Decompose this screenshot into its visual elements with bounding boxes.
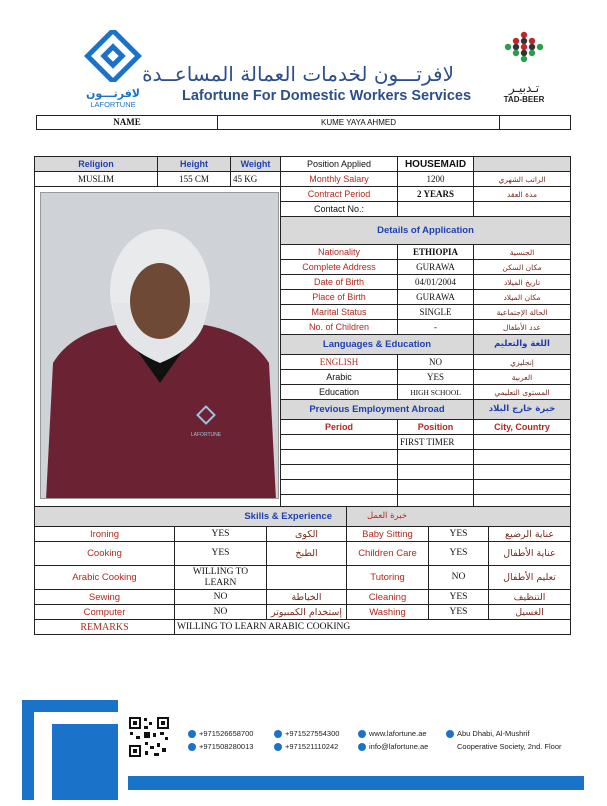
pob-ar: مكان الميلاد (474, 290, 571, 305)
address-value: GURAWA (398, 260, 474, 275)
phone-3[interactable]: +971527554300 (285, 729, 340, 738)
english-value: NO (398, 355, 474, 370)
sewing-label: Sewing (35, 590, 175, 605)
ironing-ar: الكوى (267, 527, 347, 542)
tutoring-label: Tutoring (347, 566, 429, 590)
pob-label: Place of Birth (281, 290, 398, 305)
tadbeer-logo-en: TAD-BEER (503, 95, 545, 104)
footer-accent-top (22, 700, 118, 712)
position-header: Position (398, 420, 474, 435)
tutoring-value: NO (429, 566, 489, 590)
applicant-photo (40, 192, 279, 499)
nationality-label: Nationality (281, 245, 398, 260)
lafortune-logo (78, 30, 148, 109)
lafortune-logo-en: LAFORTUNE (90, 100, 136, 109)
phone-icon (274, 730, 282, 738)
position-label: Position Applied (281, 157, 398, 172)
ironing-value: YES (175, 527, 267, 542)
address-ar: مكان السكن (474, 260, 571, 275)
qr-code-icon (128, 716, 170, 758)
washing-ar: الغسيل (489, 605, 571, 620)
address-label: Complete Address (281, 260, 398, 275)
address-line-1: Abu Dhabi, Al-Mushrif (457, 729, 530, 738)
arabic-ar: العربية (474, 370, 571, 385)
phone-icon (274, 743, 282, 751)
skills-title: Skills & Experience (35, 507, 347, 527)
dob-ar: تاريخ الميلاد (474, 275, 571, 290)
washing-value: YES (429, 605, 489, 620)
phone-2[interactable]: +971508280013 (199, 742, 254, 751)
position-value: HOUSEMAID (398, 157, 474, 172)
lafortune-logo-ar: لافرتـــون (86, 87, 140, 100)
computer-label: Computer (35, 605, 175, 620)
dob-value: 04/01/2004 (398, 275, 474, 290)
contract-value: 2 YEARS (398, 187, 474, 202)
pob-value: GURAWA (398, 290, 474, 305)
cooking-value: YES (175, 542, 267, 566)
marital-label: Marital Status (281, 305, 398, 320)
height-value: 155 CM (158, 172, 231, 187)
nationality-ar: الجنسية (474, 245, 571, 260)
salary-ar: الراتب الشهري (474, 172, 571, 187)
cooking-ar: الطبخ (267, 542, 347, 566)
education-value: HIGH SCHOOL (398, 385, 474, 400)
remarks-value: WILLING TO LEARN ARABIC COOKING (175, 620, 571, 635)
period-header: Period (281, 420, 398, 435)
email-link[interactable]: info@lafortune.ae (369, 742, 429, 751)
remarks-label: REMARKS (35, 620, 175, 635)
arabic-label: Arabic (281, 370, 398, 385)
arabic-cooking-label: Arabic Cooking (35, 566, 175, 590)
religion-value: MUSLIM (35, 172, 158, 187)
skills-table (34, 506, 571, 635)
footer-accent-block (52, 724, 118, 800)
childcare-label: Children Care (347, 542, 429, 566)
salary-value: 1200 (398, 172, 474, 187)
dob-label: Date of Birth (281, 275, 398, 290)
arabic-cooking-value: WILLING TO LEARN (175, 566, 267, 590)
header-title-en: Lafortune For Domestic Workers Services (182, 88, 472, 104)
employment-title-ar: خبرة خارج البلاد (474, 400, 571, 420)
skills-title-ar: خبرة العمل (347, 507, 571, 527)
english-ar: إنجليزي (474, 355, 571, 370)
childcare-ar: عناية الأطفال (489, 542, 571, 566)
salary-label: Monthly Salary (281, 172, 398, 187)
cleaning-ar: التنظيف (489, 590, 571, 605)
name-label: NAME (37, 116, 218, 130)
whatsapp-icon (188, 743, 196, 751)
photo-badge-text: LAFORTUNE (190, 432, 222, 438)
city-header: City, Country (474, 420, 571, 435)
contract-label: Contract Period (281, 187, 398, 202)
phone-1[interactable]: +971526658700 (199, 729, 254, 738)
address-line-2: Cooperative Society, 2nd. Floor (457, 742, 562, 751)
weight-label: Weight (231, 157, 281, 172)
languages-title: Languages & Education (281, 335, 474, 355)
height-label: Height (158, 157, 231, 172)
website-link[interactable]: www.lafortune.ae (369, 729, 427, 738)
name-value: KUME YAYA AHMED (218, 116, 500, 130)
babysitting-value: YES (429, 527, 489, 542)
education-label: Education (281, 385, 398, 400)
computer-ar: إستخدام الكمبيوتر (267, 605, 347, 620)
cleaning-value: YES (429, 590, 489, 605)
tadbeer-logo (490, 30, 558, 102)
tutoring-ar: تعليم الأطفال (489, 566, 571, 590)
globe-icon (358, 730, 366, 738)
religion-label: Religion (35, 157, 158, 172)
sewing-ar: الخياطة (267, 590, 347, 605)
employment-title: Previous Employment Abroad (281, 400, 474, 420)
arabic-value: YES (398, 370, 474, 385)
english-label: ENGLISH (281, 355, 398, 370)
cooking-label: Cooking (35, 542, 175, 566)
babysitting-label: Baby Sitting (347, 527, 429, 542)
phone-icon (188, 730, 196, 738)
babysitting-ar: عناية الرضيع (489, 527, 571, 542)
children-value: - (398, 320, 474, 335)
children-ar: عدد الأطفال (474, 320, 571, 335)
name-table (36, 115, 571, 130)
mail-icon (358, 743, 366, 751)
phone-4[interactable]: +971521110242 (285, 742, 339, 751)
weight-value: 45 KG (231, 172, 281, 187)
details-title: Details of Application (281, 217, 571, 245)
contract-ar: مدة العقد (474, 187, 571, 202)
ironing-label: Ironing (35, 527, 175, 542)
childcare-value: YES (429, 542, 489, 566)
footer-accent-left (22, 700, 34, 800)
footer-accent-bottom (128, 776, 584, 790)
contact-label: Contact No.: (281, 202, 398, 217)
employment-position: FIRST TIMER (398, 435, 474, 450)
computer-value: NO (175, 605, 267, 620)
education-ar: المستوى التعليمي (474, 385, 571, 400)
arabic-cooking-ar (267, 566, 347, 590)
sewing-value: NO (175, 590, 267, 605)
children-label: No. of Children (281, 320, 398, 335)
marital-ar: الحالة الإجتماعية (474, 305, 571, 320)
cleaning-label: Cleaning (347, 590, 429, 605)
header-title-ar: لافرتـــون لخدمات العمالة المساعــدة (142, 62, 454, 86)
washing-label: Washing (347, 605, 429, 620)
nationality-value: ETHIOPIA (398, 245, 474, 260)
tadbeer-logo-ar: تـدبيـر (508, 81, 540, 95)
languages-title-ar: اللغة والتعليم (474, 335, 571, 355)
location-pin-icon (446, 730, 454, 738)
marital-value: SINGLE (398, 305, 474, 320)
